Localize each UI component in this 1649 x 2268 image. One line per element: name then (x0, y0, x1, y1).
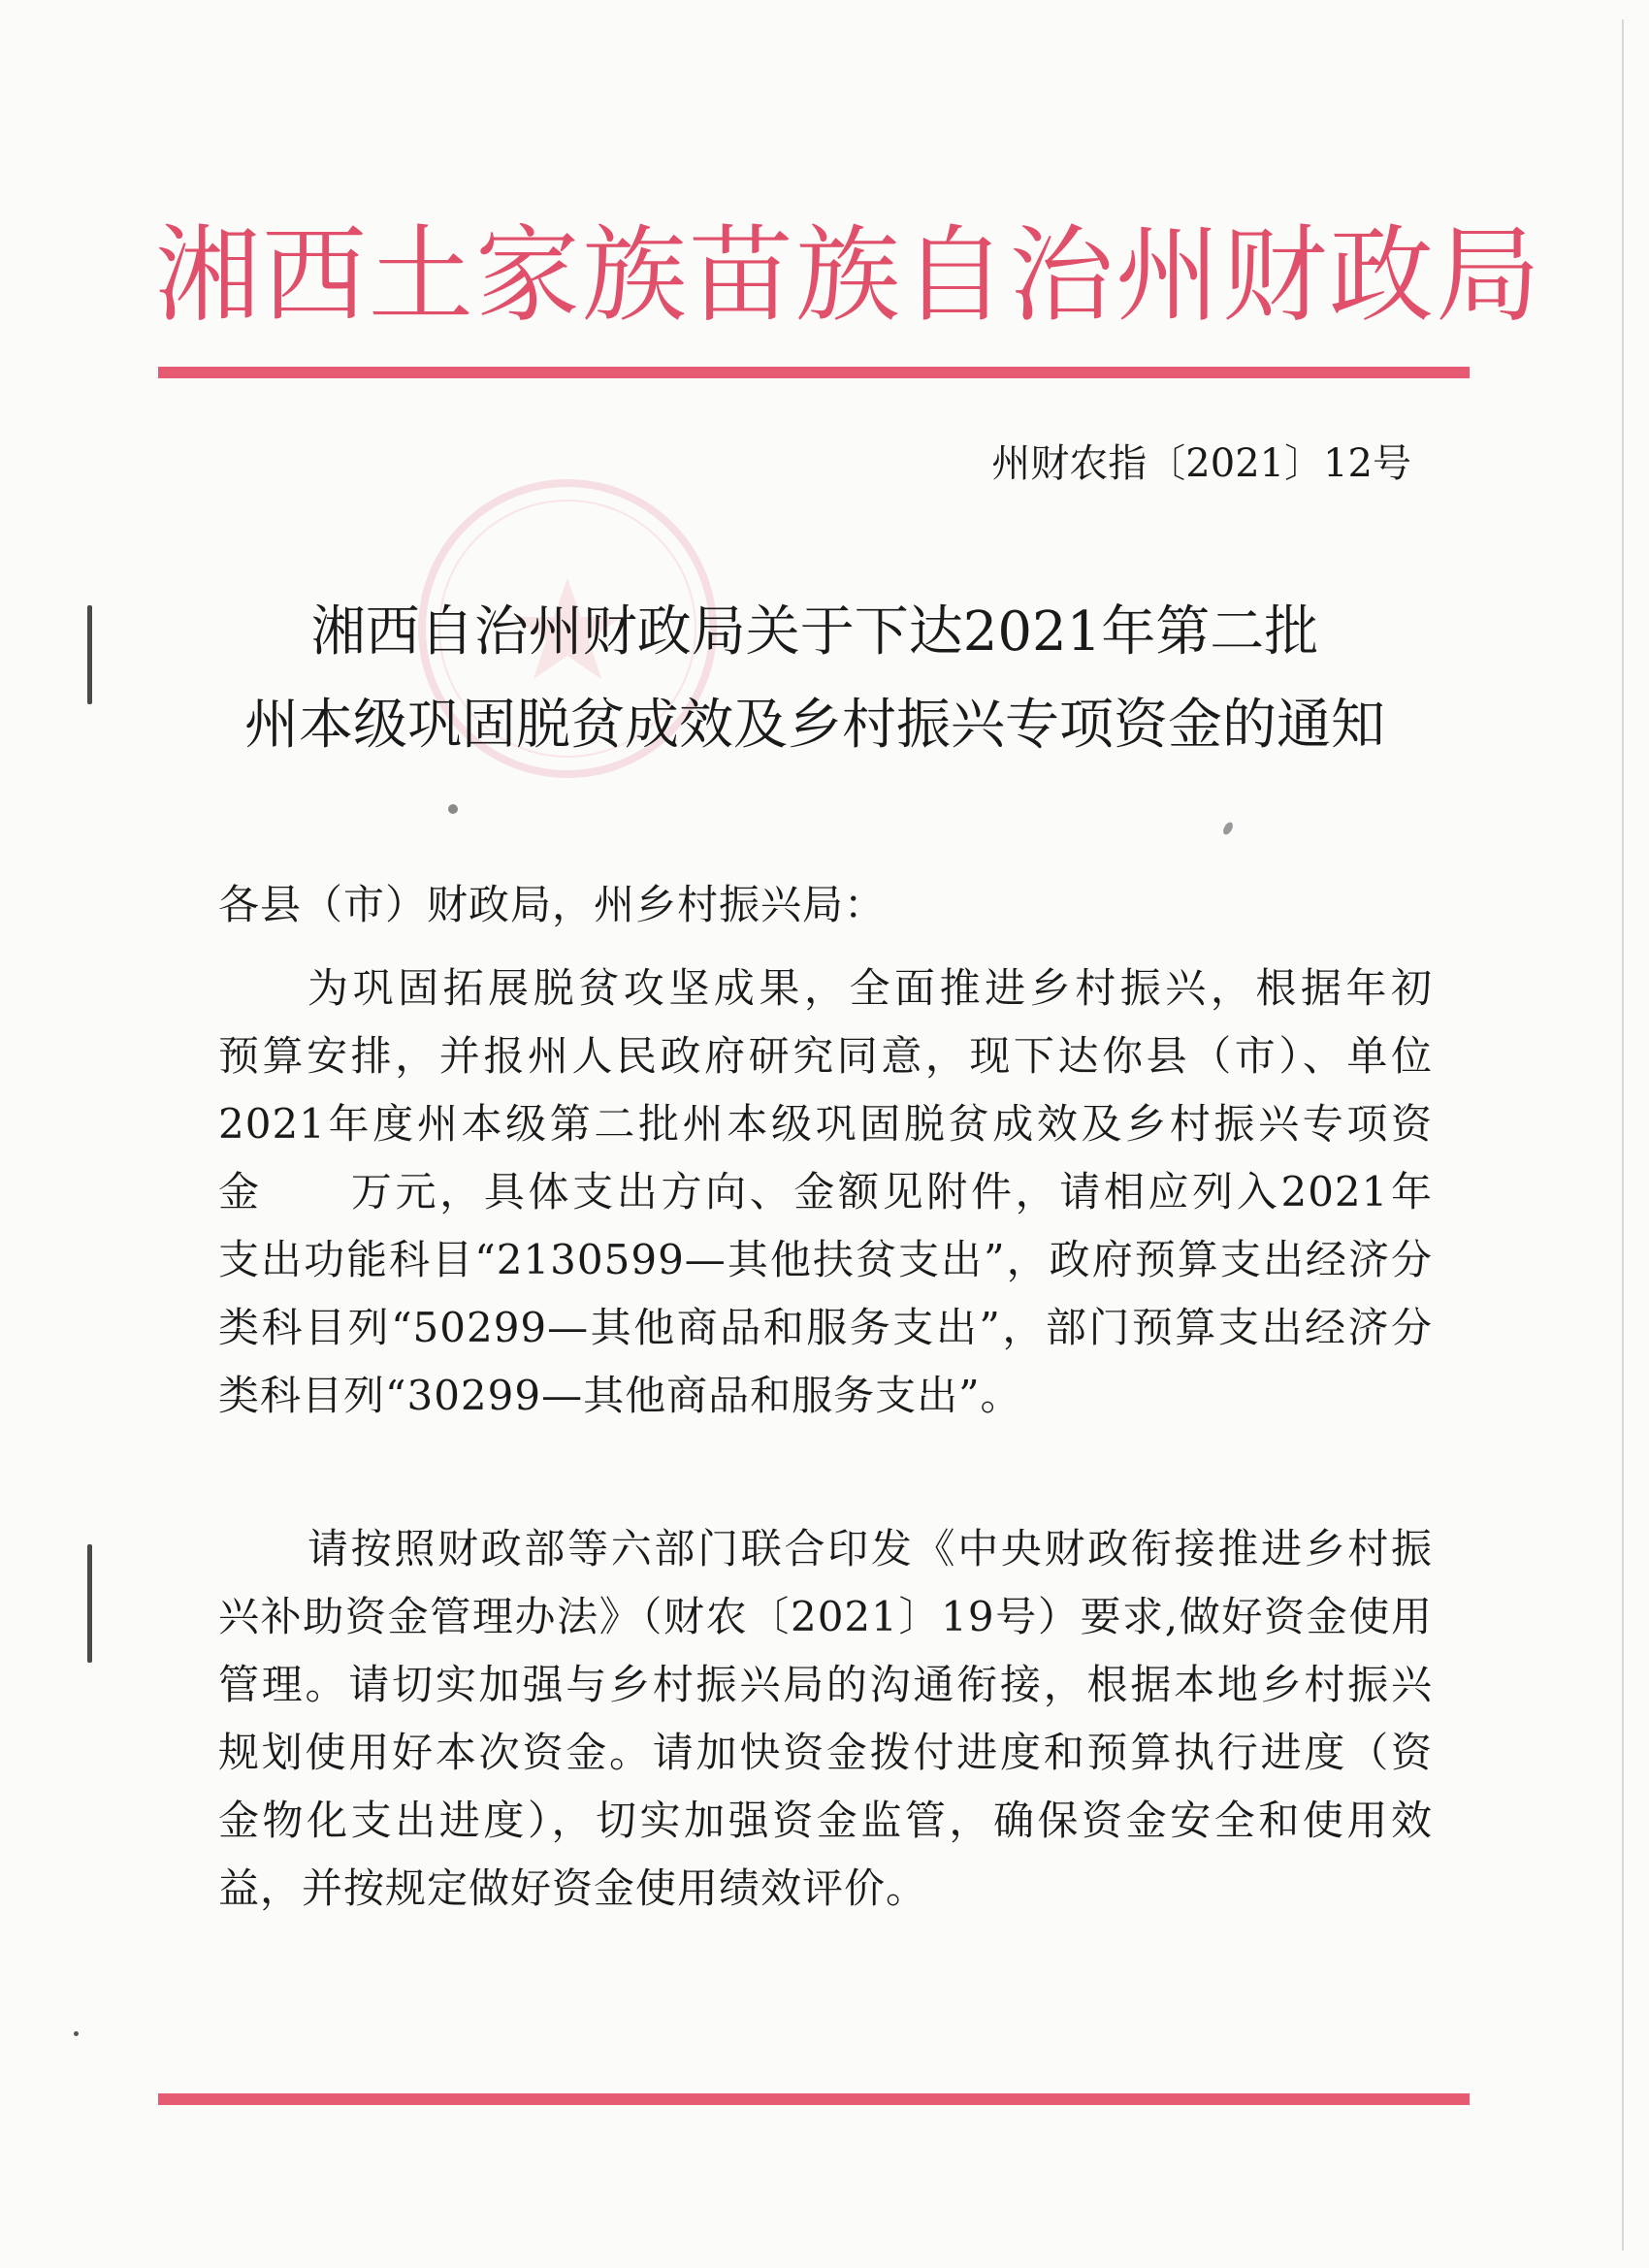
paragraph-line: 管理。请切实加强与乡村振兴局的沟通衔接，根据本地乡村振兴 (218, 1661, 1433, 1708)
paragraph-line: 预算安排，并报州人民政府研究同意，现下达你县（市）、单位 (218, 1032, 1433, 1080)
paragraph-line: 规划使用好本次资金。请加快资金拨付进度和预算执行进度（资 (218, 1729, 1433, 1776)
scan-speck (448, 804, 458, 814)
paragraph-2 (218, 1515, 1433, 1923)
paragraph-line: 金物化支出进度），切实加强资金监管，确保资金安全和使用效 (218, 1797, 1433, 1844)
paragraph-line: 2021年度州本级第二批州本级巩固脱贫成效及乡村振兴专项资 (218, 1100, 1433, 1148)
header-red-rule (158, 367, 1470, 378)
page-edge (1622, 19, 1624, 2251)
footer-red-rule (158, 2093, 1470, 2105)
paragraph-line: 类科目列“50299—其他商品和服务支出”，部门预算支出经济分 (218, 1304, 1433, 1351)
paragraph-line: 金 万元，具体支出方向、金额见附件，请相应列入2021年 (218, 1168, 1433, 1215)
binding-mark (87, 1544, 92, 1663)
paragraph-line: 类科目列“30299—其他商品和服务支出”。 (218, 1372, 1022, 1419)
paragraph-line: 为巩固拓展脱贫攻坚成果，全面推进乡村振兴，根据年初 (307, 964, 1433, 1012)
document-title-line-2: 州本级巩固脱贫成效及乡村振兴专项资金的通知 (244, 694, 1385, 757)
scan-speck (1221, 821, 1235, 836)
scan-speck (74, 2031, 79, 2036)
paragraph-line: 支出功能科目“2130599—其他扶贫支出”，政府预算支出经济分 (218, 1236, 1433, 1283)
paragraph-1 (218, 955, 1433, 1430)
document-title-line-1: 湘西自治州财政局关于下达2021年第二批 (310, 600, 1319, 664)
paragraph-line: 请按照财政部等六部门联合印发《中央财政衔接推进乡村振 (307, 1525, 1433, 1572)
document-number: 州财农指〔2021〕12号 (991, 441, 1411, 486)
issuing-organization: 湘西土家族苗族自治州财政局 (155, 215, 1543, 337)
paragraph-line: 益，并按规定做好资金使用绩效评价。 (218, 1864, 928, 1912)
paragraph-line: 兴补助资金管理办法》（财农〔2021〕19号）要求,做好资金使用 (218, 1593, 1433, 1640)
binding-mark (87, 605, 92, 704)
salutation: 各县（市）财政局，州乡村振兴局： (218, 881, 887, 928)
